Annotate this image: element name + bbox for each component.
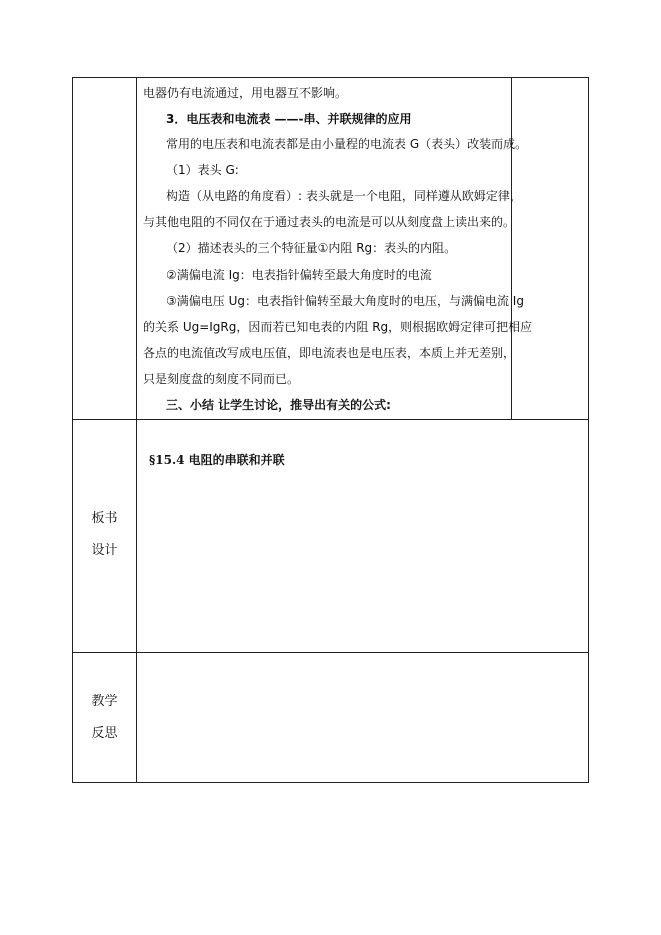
content-line-11: 各点的电流值改写成电压值，即电流表也是电压表，本质上并无差别， [143,346,516,360]
left-column-divider [136,78,137,782]
board-label-line1: 板书 [91,511,118,526]
content-line-4: （1）表头 G: [166,163,239,177]
board-label-line2: 设计 [91,543,118,558]
content-line-7: （2）描述表头的三个特征量①内阻 Rg：表头的内阻。 [166,241,457,255]
board-title: §15.4 电阻的串联和并联 [149,453,285,467]
teaching-reflection-label [73,692,136,744]
content-line-2-heading: 3．电压表和电流表 ——-串、并联规律的应用 [166,112,412,126]
row-divider-1 [73,419,588,420]
content-line-3: 常用的电压表和电流表都是由小量程的电流表 G（表头）改装而成。 [166,137,528,151]
reflection-label-line2: 反思 [91,726,118,741]
reflection-label-line1: 教学 [91,694,118,709]
lesson-plan-table [72,77,589,783]
row-divider-2 [73,652,588,653]
right-column-divider [511,78,512,419]
content-line-8: ②满偏电流 Ig：电表指针偏转至最大角度时的电流 [166,268,432,282]
summary-heading: 三、小结 让学生讨论，推导出有关的公式: [166,398,391,412]
content-line-12: 只是刻度盘的刻度不同而已。 [143,372,300,386]
content-line-1: 电器仍有电流通过，用电器互不影响。 [143,86,348,100]
board-design-label [73,509,136,561]
content-line-5: 构造（从电路的角度看）: 表头就是一个电阻，同样遵从欧姆定律， [166,189,522,203]
content-line-6: 与其他电阻的不同仅在于通过表头的电流是可以从刻度盘上读出来的。 [143,215,516,229]
content-line-9: ③满偏电压 Ug：电表指针偏转至最大角度时的电压，与满偏电流 Ig [166,294,524,308]
content-line-10: 的关系 Ug=IgRg，因而若已知电表的内阻 Rg，则根据欧姆定律可把相应 [143,320,533,334]
